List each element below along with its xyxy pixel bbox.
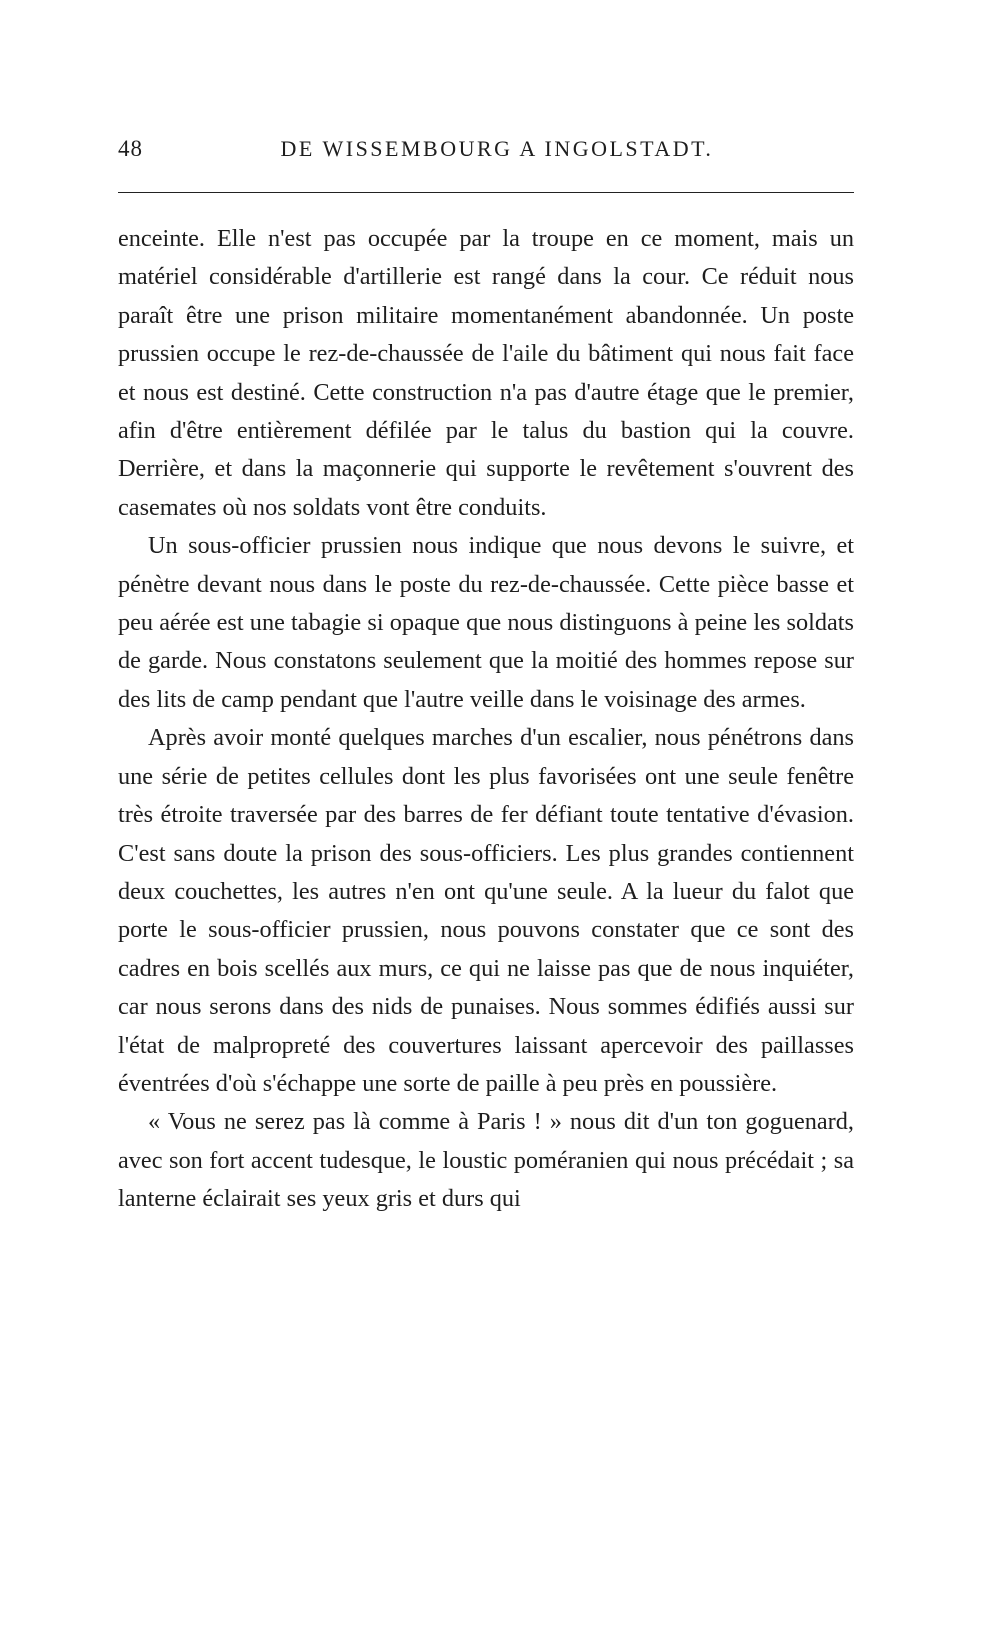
paragraph: enceinte. Elle n'est pas occupée par la troupe en ce moment, mais un matériel considérable d'artillerie est rangé dans la cour. Ce réduit nous paraît être une prison militaire momentanément abandonnée. Un poste prussien occupe le rez-de-chaussée de l'aile du bâtiment qui nous fait face et nous est destiné. Cette construction n'a pas d'autre étage que le premier, afin d'être entièrement défilée par le talus du bastion qui la couvre. Derrière, et dans la maçonnerie qui supporte le revêtement s'ouvrent des casemates où nos soldats vont être conduits. [118, 225, 854, 521]
paragraph: « Vous ne serez pas là comme à Paris ! » nous dit d'un ton goguenard, avec son fort accent tudesque, le loustic poméranien qui nous précédait ; sa lanterne éclairait ses yeux gris et durs qui [118, 1108, 854, 1213]
running-title: DE WISSEMBOURG A INGOLSTADT. [280, 136, 714, 161]
paragraph: Un sous-officier prussien nous indique que nous devons le suivre, et pénètre devant nous dans le poste du rez-de-chaussée. Cette pièce basse et peu aérée est une tabagie si opaque que nous distinguons à peine les soldats de garde. Nous constatons seulement que la moitié des hommes repose sur des lits de camp pendant que l'autre veille dans le voisinage des armes. [118, 532, 854, 713]
paragraph: Après avoir monté quelques marches d'un escalier, nous pénétrons dans une série de petites cellules dont les plus favorisées ont une seule fenêtre très étroite traversée par des barres de fer défiant toute tentative d'évasion. C'est sans doute la prison des sous-officiers. Les plus grandes contiennent deux couchettes, les autres n'en ont qu'une seule. A la lueur du falot que porte le sous-officier prussien, nous pouvons constater que ce sont des cadres en bois scellés aux murs, ce qui ne laisse pas que de nous inquiéter, car nous serons dans des nids de punaises. Nous sommes édifiés aussi sur l'état de malpropreté des couvertures laissant apercevoir des paillasses éventrées d'où s'échappe une sorte de paille à peu près en poussière. [118, 724, 854, 1097]
running-head [118, 136, 854, 170]
body-text [118, 220, 854, 1219]
page-number: 48 [118, 136, 143, 161]
header-rule [118, 192, 854, 193]
